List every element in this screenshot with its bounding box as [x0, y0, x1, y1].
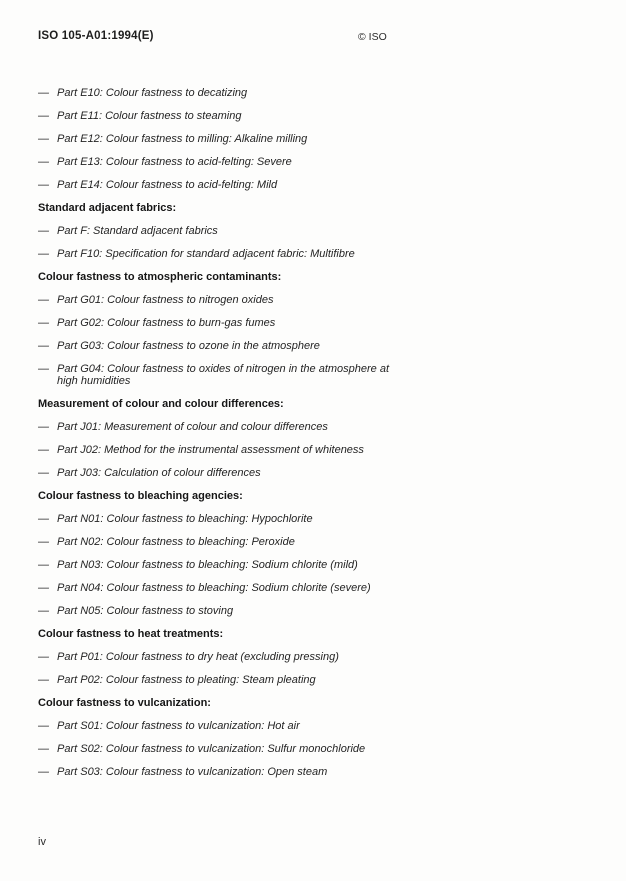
list-item-dash: —	[38, 605, 49, 617]
list-item	[38, 421, 392, 433]
document-id: ISO 105-A01:1994(E)	[38, 30, 154, 42]
list-item	[38, 651, 392, 663]
list-item-text: Part E13: Colour fastness to acid-felting: Severe	[57, 156, 292, 168]
list-item	[38, 467, 392, 479]
list-item	[38, 225, 392, 237]
list-item-text: Part G01: Colour fastness to nitrogen oxides	[57, 294, 274, 306]
list-item-dash: —	[38, 340, 49, 352]
list-item	[38, 156, 392, 168]
list-item-dash: —	[38, 743, 49, 755]
list-item-text: Part E10: Colour fastness to decatizing	[57, 87, 248, 99]
list-item	[38, 743, 392, 755]
page-number: iv	[38, 836, 46, 848]
list-item-dash: —	[38, 651, 49, 663]
list-item	[38, 87, 392, 99]
list-item-dash: —	[38, 513, 49, 525]
list-item-dash: —	[38, 110, 49, 122]
list-item-text: Part J02: Method for the instrumental assessment of whiteness	[57, 444, 364, 456]
list-item-text: Part P01: Colour fastness to dry heat (excluding pressing)	[57, 651, 339, 663]
list-item-text: Part P02: Colour fastness to pleating: Steam pleating	[57, 674, 316, 686]
list-item-dash: —	[38, 421, 49, 433]
list-item-dash: —	[38, 363, 49, 375]
list-item-text: Part G02: Colour fastness to burn-gas fumes	[57, 317, 276, 329]
list-item	[38, 674, 392, 686]
list-item	[38, 720, 392, 732]
list-item-dash: —	[38, 559, 49, 571]
list-item-text: Part J01: Measurement of colour and colour differences	[57, 421, 328, 433]
list-item-dash: —	[38, 720, 49, 732]
list-item	[38, 444, 392, 456]
section-heading: Colour fastness to atmospheric contaminants:	[38, 271, 282, 283]
section-heading: Measurement of colour and colour differences:	[38, 398, 284, 410]
list-item	[38, 766, 392, 778]
list-item-dash: —	[38, 87, 49, 99]
list-item-text: Part J03: Calculation of colour differences	[57, 467, 261, 479]
list-item-text: Part S01: Colour fastness to vulcanization: Hot air	[57, 720, 300, 732]
list-item	[38, 294, 392, 306]
list-item-dash: —	[38, 179, 49, 191]
list-item-dash: —	[38, 133, 49, 145]
list-item	[38, 248, 392, 260]
list-item	[38, 582, 392, 594]
list-item	[38, 559, 392, 571]
list-item	[38, 340, 392, 352]
list-item-dash: —	[38, 582, 49, 594]
list-item-text: Part N05: Colour fastness to stoving	[57, 605, 234, 617]
list-item	[38, 110, 392, 122]
list-item-text: Part G03: Colour fastness to ozone in the atmosphere	[57, 340, 320, 352]
list-item	[38, 363, 392, 387]
list-item-text: Part N03: Colour fastness to bleaching: Sodium chlorite (mild)	[57, 559, 358, 571]
list-item-text: Part F: Standard adjacent fabrics	[57, 225, 218, 237]
list-item-dash: —	[38, 156, 49, 168]
list-item-dash: —	[38, 766, 49, 778]
list-item-text: Part E11: Colour fastness to steaming	[57, 110, 242, 122]
list-item	[38, 179, 392, 191]
list-item-dash: —	[38, 536, 49, 548]
section-heading: Colour fastness to heat treatments:	[38, 628, 224, 640]
list-item-dash: —	[38, 225, 49, 237]
list-item-dash: —	[38, 248, 49, 260]
list-item	[38, 605, 392, 617]
list-item-text: Part E12: Colour fastness to milling: Alkaline milling	[57, 133, 308, 145]
section-heading: Colour fastness to bleaching agencies:	[38, 490, 243, 502]
section-heading: Standard adjacent fabrics:	[38, 202, 177, 214]
list-item-text: Part N02: Colour fastness to bleaching: Peroxide	[57, 536, 295, 548]
document-body	[38, 87, 392, 789]
list-item-text: Part G04: Colour fastness to oxides of nitrogen in the atmosphere at high humidities	[57, 363, 390, 387]
page-footer	[38, 836, 46, 848]
list-item-text: Part S03: Colour fastness to vulcanization: Open steam	[57, 766, 328, 778]
copyright-notice: © ISO	[358, 31, 387, 43]
list-item-dash: —	[38, 317, 49, 329]
list-item-dash: —	[38, 674, 49, 686]
list-item	[38, 513, 392, 525]
section-heading: Colour fastness to vulcanization:	[38, 697, 211, 709]
list-item-text: Part N04: Colour fastness to bleaching: Sodium chlorite (severe)	[57, 582, 371, 594]
list-item	[38, 317, 392, 329]
list-item-text: Part S02: Colour fastness to vulcanization: Sulfur monochloride	[57, 743, 366, 755]
list-item-dash: —	[38, 467, 49, 479]
list-item	[38, 536, 392, 548]
list-item-dash: —	[38, 294, 49, 306]
list-item-dash: —	[38, 444, 49, 456]
list-item-text: Part E14: Colour fastness to acid-felting: Mild	[57, 179, 278, 191]
list-item-text: Part F10: Specification for standard adjacent fabric: Multifibre	[57, 248, 355, 260]
list-item	[38, 133, 392, 145]
page-header	[38, 30, 586, 46]
list-item-text: Part N01: Colour fastness to bleaching: Hypochlorite	[57, 513, 313, 525]
